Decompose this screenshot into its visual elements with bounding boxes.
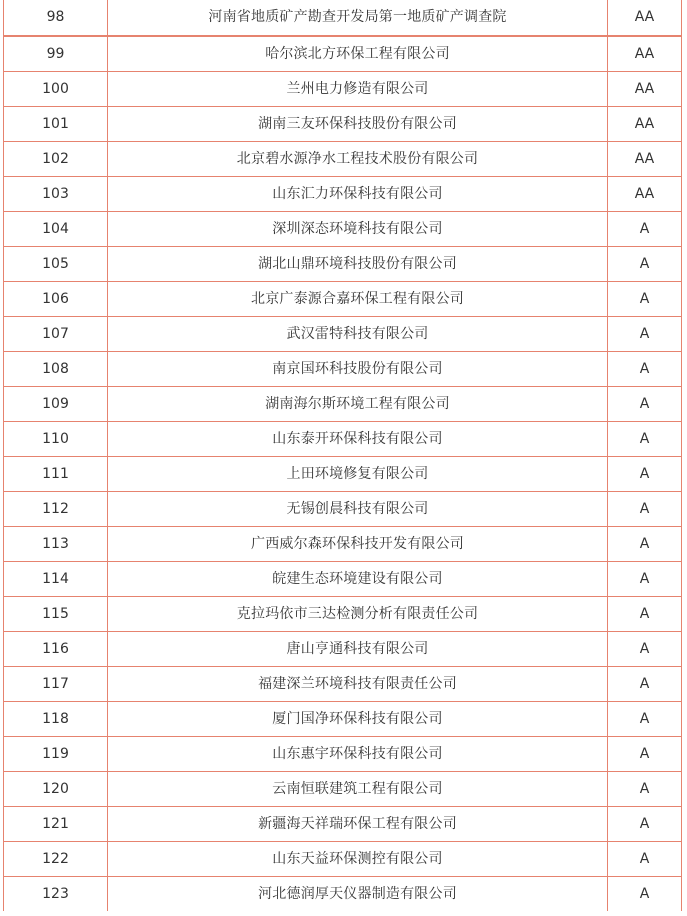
grade-cell: AA: [608, 36, 682, 72]
grade-cell: A: [608, 352, 682, 387]
grade-cell: AA: [608, 107, 682, 142]
table-row: [4, 527, 682, 562]
company-name-cell: 湖北山鼎环境科技股份有限公司: [108, 247, 608, 282]
table-row: [4, 142, 682, 177]
row-number-cell: 109: [4, 387, 108, 422]
table-row: [4, 387, 682, 422]
company-name-cell: 云南恒联建筑工程有限公司: [108, 772, 608, 807]
grade-cell: A: [608, 842, 682, 877]
grade-cell: A: [608, 772, 682, 807]
company-rating-table-container: [3, 0, 681, 911]
row-number-cell: 123: [4, 877, 108, 912]
grade-cell: AA: [608, 177, 682, 212]
table-row: [4, 352, 682, 387]
company-name-cell: 克拉玛依市三达检测分析有限责任公司: [108, 597, 608, 632]
company-name-cell: 上田环境修复有限公司: [108, 457, 608, 492]
company-name-cell: 广西威尔森环保科技开发有限公司: [108, 527, 608, 562]
company-name-cell: 山东天益环保测控有限公司: [108, 842, 608, 877]
grade-cell: A: [608, 737, 682, 772]
table-row: [4, 212, 682, 247]
company-name-cell: 深圳深态环境科技有限公司: [108, 212, 608, 247]
row-number-cell: 111: [4, 457, 108, 492]
table-row: [4, 667, 682, 702]
grade-cell: A: [608, 317, 682, 352]
table-body: [4, 0, 682, 911]
table-row: [4, 0, 682, 36]
table-row: [4, 632, 682, 667]
grade-cell: A: [608, 282, 682, 317]
grade-cell: A: [608, 667, 682, 702]
row-number-cell: 104: [4, 212, 108, 247]
table-row: [4, 72, 682, 107]
row-number-cell: 99: [4, 36, 108, 72]
row-number-cell: 119: [4, 737, 108, 772]
table-row: [4, 422, 682, 457]
table-row: [4, 457, 682, 492]
grade-cell: AA: [608, 0, 682, 36]
grade-cell: A: [608, 527, 682, 562]
row-number-cell: 118: [4, 702, 108, 737]
table-row: [4, 36, 682, 72]
table-row: [4, 107, 682, 142]
company-name-cell: 福建深兰环境科技有限责任公司: [108, 667, 608, 702]
table-row: [4, 597, 682, 632]
company-name-cell: 唐山亨通科技有限公司: [108, 632, 608, 667]
grade-cell: A: [608, 457, 682, 492]
table-row: [4, 492, 682, 527]
grade-cell: A: [608, 877, 682, 912]
company-name-cell: 无锡创晨科技有限公司: [108, 492, 608, 527]
row-number-cell: 103: [4, 177, 108, 212]
company-name-cell: 哈尔滨北方环保工程有限公司: [108, 36, 608, 72]
grade-cell: A: [608, 387, 682, 422]
table-row: [4, 877, 682, 912]
row-number-cell: 121: [4, 807, 108, 842]
company-name-cell: 皖建生态环境建设有限公司: [108, 562, 608, 597]
row-number-cell: 105: [4, 247, 108, 282]
company-name-cell: 河南省地质矿产勘查开发局第一地质矿产调查院: [108, 0, 608, 36]
row-number-cell: 115: [4, 597, 108, 632]
company-name-cell: 武汉雷特科技有限公司: [108, 317, 608, 352]
company-name-cell: 厦门国净环保科技有限公司: [108, 702, 608, 737]
grade-cell: A: [608, 212, 682, 247]
row-number-cell: 102: [4, 142, 108, 177]
grade-cell: A: [608, 807, 682, 842]
grade-cell: A: [608, 247, 682, 282]
table-row: [4, 177, 682, 212]
grade-cell: A: [608, 562, 682, 597]
company-name-cell: 山东泰开环保科技有限公司: [108, 422, 608, 457]
row-number-cell: 106: [4, 282, 108, 317]
company-name-cell: 湖南海尔斯环境工程有限公司: [108, 387, 608, 422]
row-number-cell: 108: [4, 352, 108, 387]
company-name-cell: 山东汇力环保科技有限公司: [108, 177, 608, 212]
company-name-cell: 北京广泰源合嘉环保工程有限公司: [108, 282, 608, 317]
row-number-cell: 110: [4, 422, 108, 457]
row-number-cell: 113: [4, 527, 108, 562]
grade-cell: A: [608, 422, 682, 457]
company-name-cell: 南京国环科技股份有限公司: [108, 352, 608, 387]
table-row: [4, 737, 682, 772]
company-name-cell: 北京碧水源净水工程技术股份有限公司: [108, 142, 608, 177]
row-number-cell: 122: [4, 842, 108, 877]
company-name-cell: 新疆海天祥瑞环保工程有限公司: [108, 807, 608, 842]
grade-cell: AA: [608, 72, 682, 107]
table-row: [4, 842, 682, 877]
table-row: [4, 702, 682, 737]
table-row: [4, 772, 682, 807]
row-number-cell: 112: [4, 492, 108, 527]
grade-cell: A: [608, 492, 682, 527]
table-row: [4, 317, 682, 352]
table-row: [4, 247, 682, 282]
row-number-cell: 114: [4, 562, 108, 597]
row-number-cell: 98: [4, 0, 108, 36]
row-number-cell: 107: [4, 317, 108, 352]
table-row: [4, 562, 682, 597]
grade-cell: AA: [608, 142, 682, 177]
company-name-cell: 河北德润厚天仪器制造有限公司: [108, 877, 608, 912]
company-name-cell: 山东惠宇环保科技有限公司: [108, 737, 608, 772]
table-row: [4, 282, 682, 317]
table-row: [4, 807, 682, 842]
company-name-cell: 湖南三友环保科技股份有限公司: [108, 107, 608, 142]
row-number-cell: 116: [4, 632, 108, 667]
company-rating-table: [3, 0, 682, 911]
grade-cell: A: [608, 702, 682, 737]
row-number-cell: 120: [4, 772, 108, 807]
row-number-cell: 117: [4, 667, 108, 702]
row-number-cell: 100: [4, 72, 108, 107]
grade-cell: A: [608, 632, 682, 667]
row-number-cell: 101: [4, 107, 108, 142]
company-name-cell: 兰州电力修造有限公司: [108, 72, 608, 107]
grade-cell: A: [608, 597, 682, 632]
